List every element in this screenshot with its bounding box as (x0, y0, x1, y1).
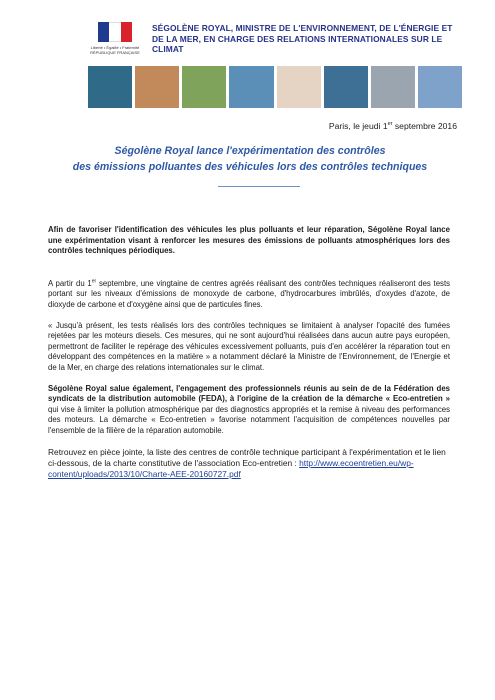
ministry-name: SÉGOLÈNE ROYAL, MINISTRE DE L'ENVIRONNEMENT, DE L'ÉNERGIE ET DE LA MER, EN CHARGE DES RELATIONS INTERNATIONALES SUR LE CLIMAT (152, 23, 453, 54)
title-line-1: Ségolène Royal lance l'expérimentation des contrôles (114, 145, 386, 157)
paragraph-feda: Ségolène Royal salue également, l'engagement des professionnels réunis au sein de de la Fédération des syndicats de la distribution automobile (FEDA), à l'origine de la création de la démarche « Eco-entretien » qui vise à limiter la pollution atmosphérique par des diagnostics appropriés et la remise à niveau des performances des moteurs. La démarche « Eco-entretien » favorise notamment l'acquisition de compétences nouvelles par l'ensemble de la filière de la réparation automobile. (48, 383, 450, 435)
dateline: Paris, le jeudi 1er septembre 2016 (328, 121, 457, 131)
press-release-title (30, 144, 470, 175)
banner-photo (277, 66, 321, 108)
title-line-2: des émissions polluantes des véhicules lors des contrôles techniques (72, 160, 428, 173)
banner-photo (324, 66, 368, 108)
marianne-logo (88, 22, 142, 66)
paragraph-quote: « Jusqu'à présent, les tests réalisés lors des contrôles techniques se limitaient à analyser l'opacité des fumées rejetées par les moteurs diesels. Ces mesures, qui ne sont aujourd'hui réalisées dans aucun autre pays européen, permettront de faciliter le repérage des véhicules excessivement polluants, puis d'en accélérer la réparation tout en développant des compétences en la matière » a notamment déclaré la Ministre de l'Environnement, de l'Energie et de la Mer, en charge des relations internationales sur le climat. (48, 320, 450, 372)
banner-photo (371, 66, 415, 108)
banner-photo (229, 66, 273, 108)
press-release-body (48, 225, 450, 480)
banner-photo (135, 66, 179, 108)
paragraph-tests: A partir du 1er septembre, une vingtaine de centres agréés réalisant des contrôles techniques réaliseront des tests portant sur les niveaux d'émissions de monoxyde de carbone, d'hydrocarbures imbrûlés, d'oxydes d'azote, de dioxyde de carbone et d'oxygène ainsi que de particules fines. (48, 278, 451, 309)
paragraph-attachment: Retrouvez en pièce jointe, la liste des centres de contrôle technique participant à l'expérimentation et le lien ci-dessous, de la charte constitutive de l'association Eco-entretien : http://www.ecoentretien.eu/wp-content/uploads/2013/10/Charte-AEE-20160727.pdf (48, 446, 446, 479)
french-flag-icon (98, 22, 132, 42)
banner-photo (88, 66, 132, 108)
photo-banner (88, 66, 462, 108)
lead-paragraph: Afin de favoriser l'identification des véhicules les plus polluants et leur réparation, Ségolène Royal lance une expérimentation visant à renforcer les mesures des émissions de polluants atmosphériques lors des contrôles techniques périodiques. (48, 225, 450, 256)
republique-label: Liberté • Égalité • Fraternité RÉPUBLIQUE FRANÇAISE (90, 45, 140, 55)
charter-link[interactable]: http://www.ecoentretien.eu/wp-content/uploads/2013/10/Charte-AEE-20160727.pdf (48, 457, 414, 479)
banner-photo (182, 66, 226, 108)
letterhead (88, 20, 468, 72)
banner-photo (418, 66, 462, 108)
title-divider (218, 186, 300, 187)
